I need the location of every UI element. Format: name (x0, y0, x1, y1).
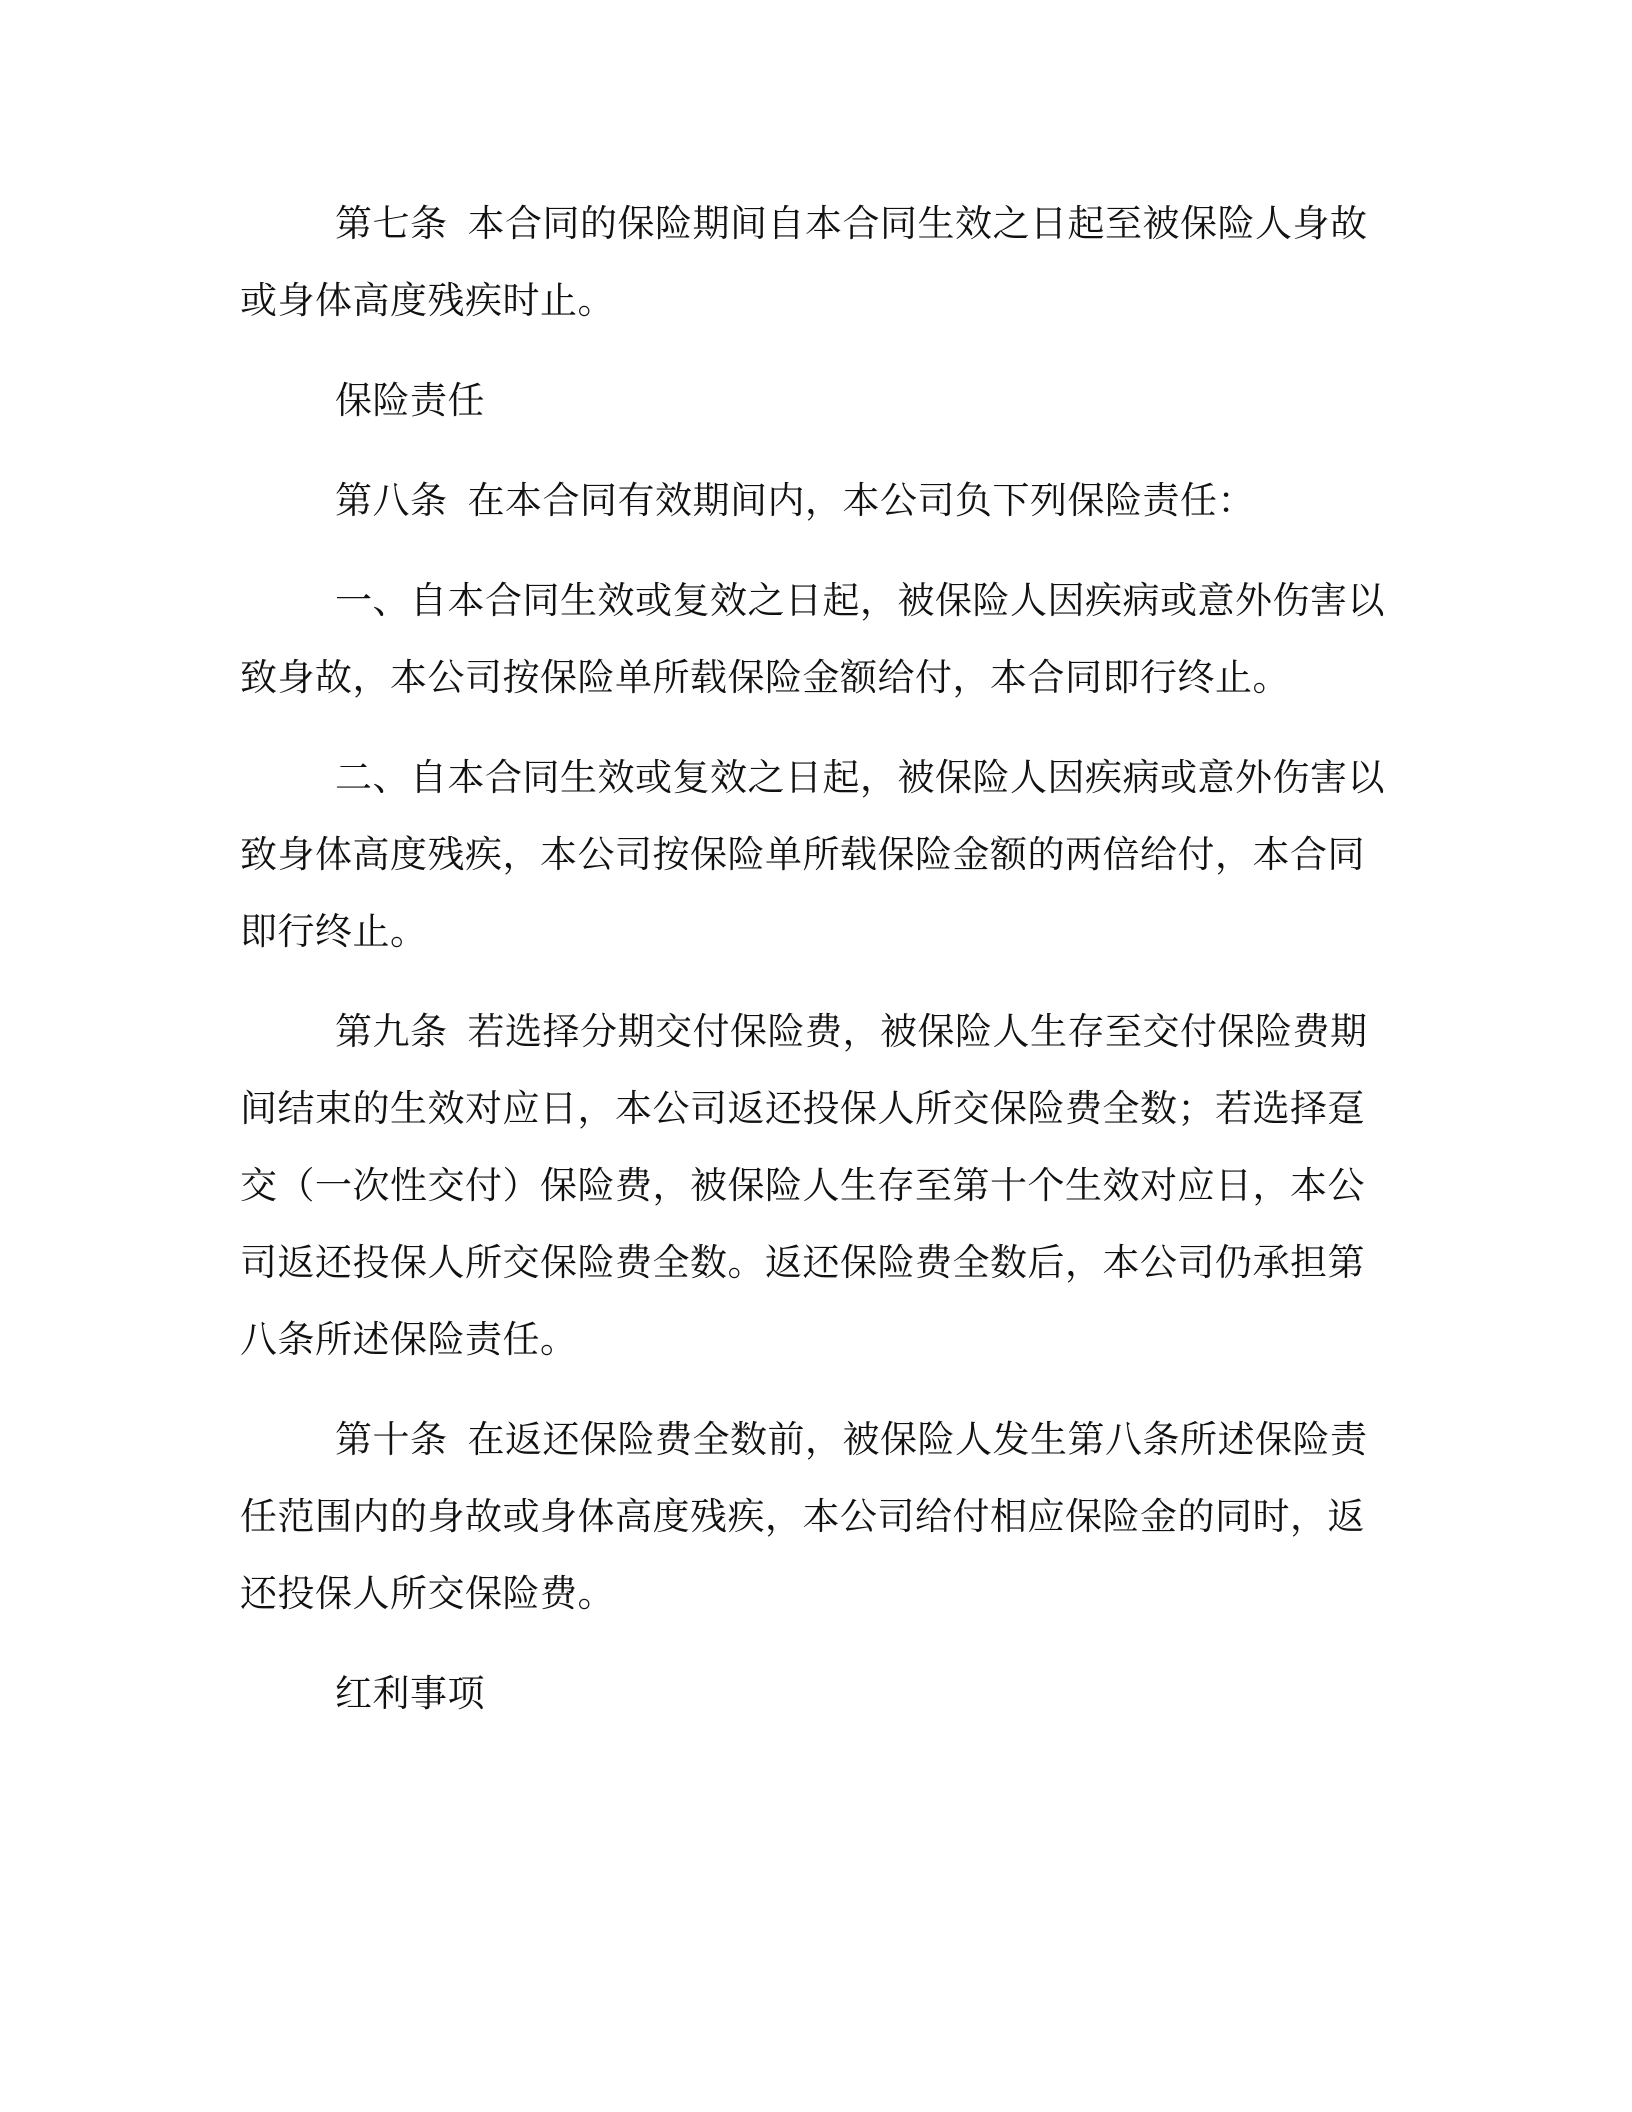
article-7-line-2: 或身体高度残疾时止。 (240, 279, 615, 322)
article-10-line-3: 还投保人所交保险费。 (240, 1572, 615, 1615)
article-10-line-2: 任范围内的身故或身体高度残疾，本公司给付相应保险金的同时，返 (240, 1495, 1365, 1538)
article-8-line-1 (240, 462, 1380, 539)
article-9-line-1 (240, 993, 1380, 1070)
article-9-text-1: 若选择分期交付保险费，被保险人生存至交付保险费期 (467, 1010, 1368, 1053)
article-10-label: 第十条 (335, 1418, 448, 1461)
article-7 (240, 185, 1380, 339)
section-heading-responsibility: 保险责任 (335, 379, 485, 422)
article-8-text-1: 在本合同有效期间内，本公司负下列保险责任： (467, 479, 1255, 522)
section-heading-dividend: 红利事项 (335, 1672, 485, 1715)
article-10-text-1: 在返还保险费全数前，被保险人发生第八条所述保险责 (467, 1418, 1368, 1461)
item-2-line-3: 即行终止。 (240, 910, 428, 953)
item-2-line-1: 二、自本合同生效或复效之日起，被保险人因疾病或意外伤害以 (335, 756, 1385, 799)
article-10 (240, 1401, 1380, 1632)
article-9-line-4: 司返还投保人所交保险费全数。返还保险费全数后，本公司仍承担第 (240, 1241, 1365, 1284)
document-body (240, 185, 1385, 1755)
article-8 (240, 462, 1380, 539)
article-9-line-5: 八条所述保险责任。 (240, 1318, 578, 1361)
article-7-line-1 (240, 185, 1380, 262)
item-2-line-2: 致身体高度残疾，本公司按保险单所载保险金额的两倍给付，本合同 (240, 833, 1365, 876)
article-7-label: 第七条 (335, 202, 448, 245)
article-10-line-1 (240, 1401, 1380, 1478)
article-7-text-1: 本合同的保险期间自本合同生效之日起至被保险人身故 (467, 202, 1368, 245)
article-8-label: 第八条 (335, 479, 448, 522)
article-9-label: 第九条 (335, 1010, 448, 1053)
article-9-line-2: 间结束的生效对应日，本公司返还投保人所交保险费全数；若选择趸 (240, 1087, 1365, 1130)
responsibility-item-2 (240, 739, 1385, 970)
article-9-line-3: 交（一次性交付）保险费，被保险人生存至第十个生效对应日，本公 (240, 1164, 1365, 1207)
item-1-line-1: 一、自本合同生效或复效之日起，被保险人因疾病或意外伤害以 (335, 579, 1385, 622)
article-9 (240, 993, 1380, 1378)
item-1-line-2: 致身故，本公司按保险单所载保险金额给付，本合同即行终止。 (240, 656, 1290, 699)
responsibility-item-1 (240, 562, 1385, 716)
